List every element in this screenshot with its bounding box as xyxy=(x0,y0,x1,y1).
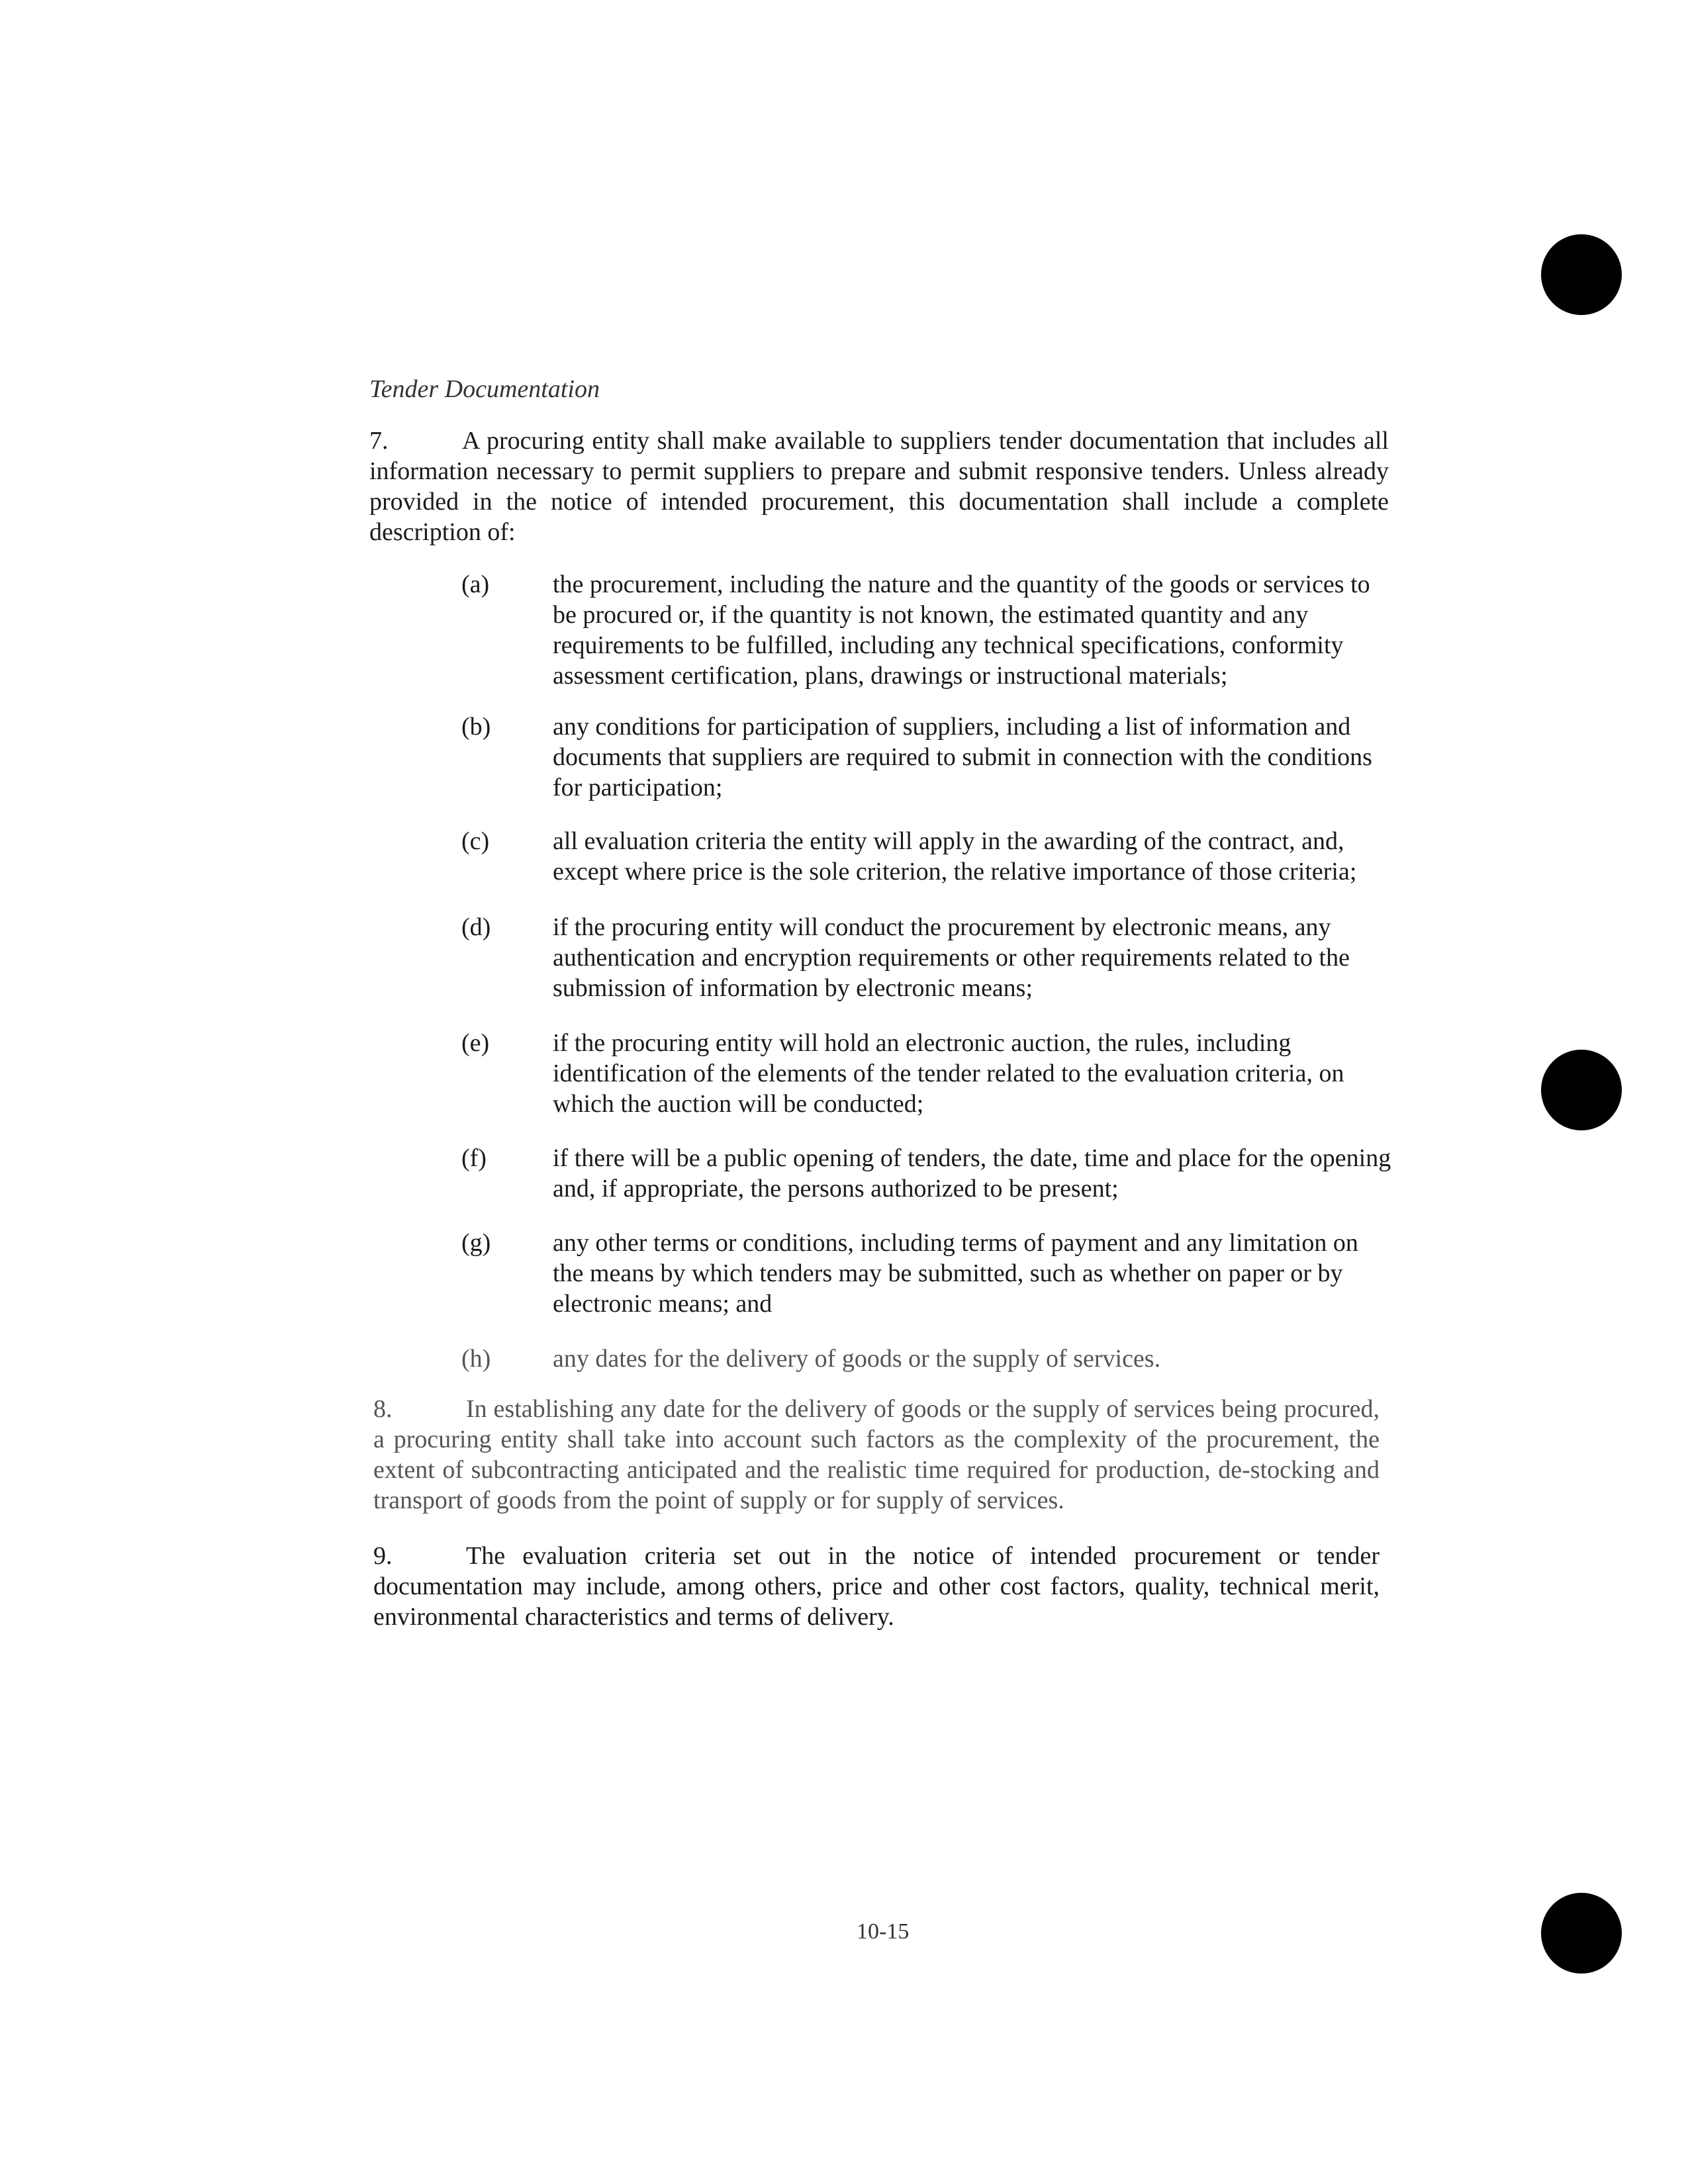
paragraph-7 xyxy=(369,426,1389,547)
paragraph-number: 8. xyxy=(373,1395,393,1423)
list-item-text: any other terms or conditions, including terms of payment and any limitation on the means by which tenders may be submitted, such as whether on paper or by electronic means; and xyxy=(553,1229,1358,1318)
punch-hole-top xyxy=(1541,234,1622,315)
list-item-label: (f) xyxy=(461,1144,487,1172)
section-heading: Tender Documentation xyxy=(369,375,600,403)
list-item-text: if there will be a public opening of tenders, the date, time and place for the opening and, if appropriate, the persons authorized to be present; xyxy=(553,1144,1391,1203)
paragraph-text: A procuring entity shall make available to suppliers tender documentation that includes all information necessary to permit suppliers to prepare and submit responsive tenders. Unless already provided in the notice of intended procurement, this documentation shall include a complete description of: xyxy=(369,427,1389,546)
list-item-label: (c) xyxy=(461,827,490,855)
paragraph-9 xyxy=(373,1541,1380,1632)
list-item xyxy=(461,1228,1395,1319)
list-item xyxy=(461,826,1395,887)
list-item-label: (a) xyxy=(461,570,490,598)
list-item xyxy=(461,569,1395,691)
paragraph-text: The evaluation criteria set out in the notice of intended procurement or tender documentation may include, among others, price and other cost factors, quality, technical merit, environmental characteristics and terms of delivery. xyxy=(373,1542,1380,1631)
list-item xyxy=(461,1343,1395,1374)
list-item-text: the procurement, including the nature and the quantity of the goods or services to be procured or, if the quantity is not known, the estimated quantity and any requirements to be fulfilled, including any technical specifications, conformity assessment certification, plans, drawings or instructional materials; xyxy=(553,570,1370,690)
list-item-label: (b) xyxy=(461,713,491,741)
paragraph-number: 9. xyxy=(373,1542,393,1570)
list-item xyxy=(461,912,1395,1003)
list-item-text: all evaluation criteria the entity will apply in the awarding of the contract, and, except where price is the sole criterion, the relative importance of those criteria; xyxy=(553,827,1357,886)
list-item-text: any dates for the delivery of goods or the supply of services. xyxy=(553,1345,1161,1373)
list-item xyxy=(461,711,1395,803)
list-item xyxy=(461,1143,1395,1204)
list-item-label: (e) xyxy=(461,1029,490,1057)
page-number: 10-15 xyxy=(857,1919,910,1944)
list-item-text: if the procuring entity will hold an electronic auction, the rules, including identification of the elements of the tender related to the evaluation criteria, on which the auction will be conducted; xyxy=(553,1029,1344,1118)
paragraph-text: In establishing any date for the delivery of goods or the supply of services being procured, a procuring entity shall take into account such factors as the complexity of the procurement, the extent of subcontracting anticipated and the realistic time required for production, de-stocking and transport of goods from the point of supply or for supply of services. xyxy=(373,1395,1380,1514)
paragraph-8 xyxy=(373,1394,1380,1516)
list-item-text: any conditions for participation of suppliers, including a list of information and documents that suppliers are required to submit in connection with the conditions for participation; xyxy=(553,713,1372,801)
paragraph-number: 7. xyxy=(369,427,389,455)
punch-hole-middle xyxy=(1541,1050,1622,1130)
punch-hole-bottom xyxy=(1541,1893,1622,1974)
list-item-text: if the procuring entity will conduct the procurement by electronic means, any authentication and encryption requirements or other requirements related to the submission of information by electronic means; xyxy=(553,913,1350,1002)
list-item-label: (d) xyxy=(461,913,491,941)
list-item-label: (h) xyxy=(461,1345,491,1373)
list-item-label: (g) xyxy=(461,1229,491,1257)
list-item xyxy=(461,1028,1395,1119)
